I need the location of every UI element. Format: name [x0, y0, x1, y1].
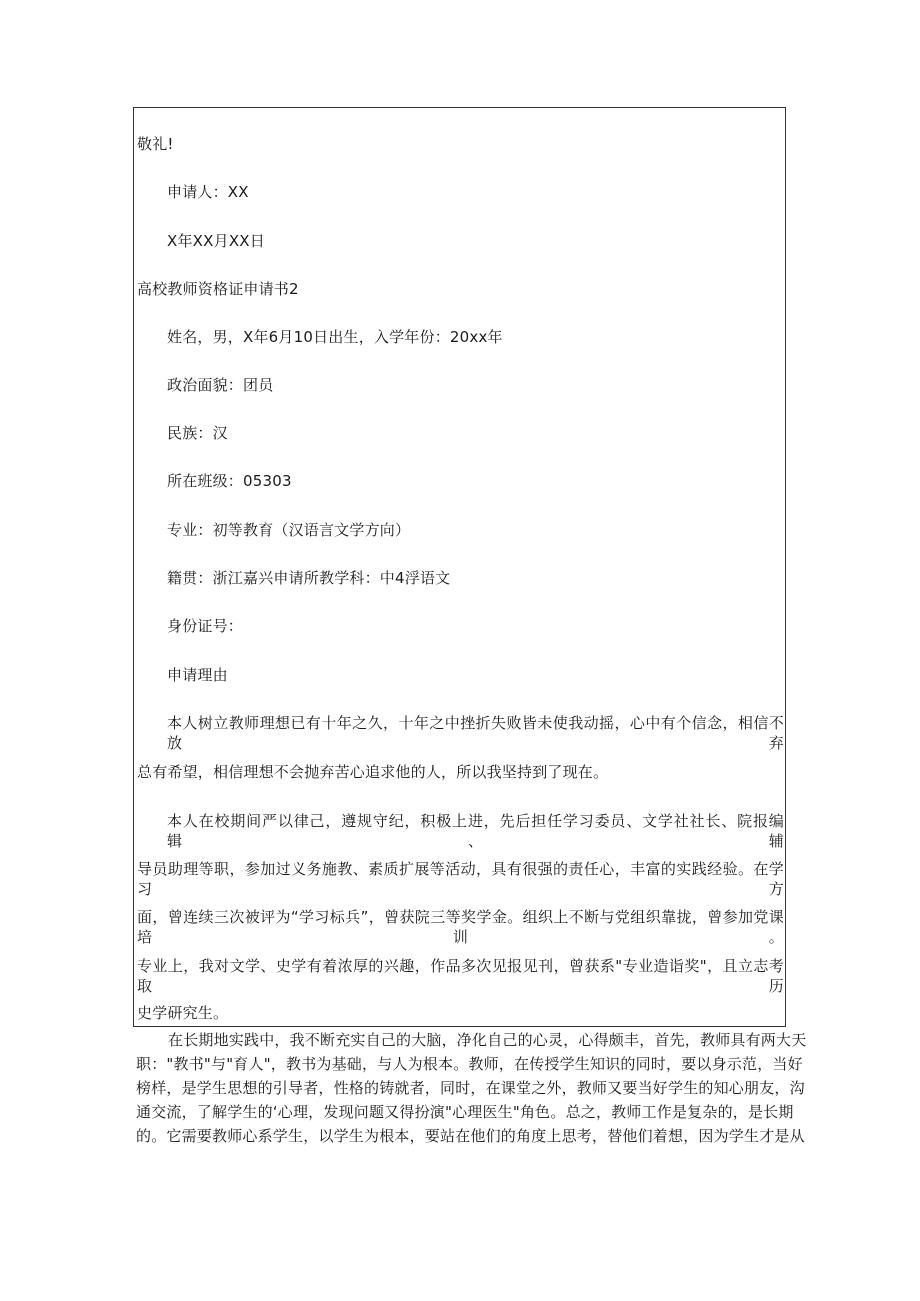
practice-line-2: 职："教书"与"育人"，教书为基础，与人为根本。教师，在传授学生知识的同时，要以身示范，当好: [136, 1055, 803, 1073]
reason-paragraph-1-line-1: 本人树立教师理想已有十年之久，十年之中挫折失败皆未使我动摇，心中有个信念，相信不放弃: [167, 714, 784, 752]
reason-paragraph-2-line-2: 导员助理等职，参加过义务施教、素质扩展等活动，具有很强的责任心，丰富的实践经验。在学习方: [137, 860, 784, 898]
name-line: 姓名，男，X年6月10日出生，入学年份：20xx年: [167, 328, 503, 346]
reason-paragraph-1-line-2: 总有希望，相信理想不会抛弃苦心追求他的人，所以我坚持到了现在。: [137, 763, 609, 781]
origin-subject-line: 籍贯：浙江嘉兴申请所教学科：中4浮语文: [167, 569, 451, 587]
class-line: 所在班级：05303: [167, 472, 292, 490]
political-status-line: 政治面貌：团员: [167, 376, 274, 394]
practice-line-1: 在长期地实践中，我不断充实自己的大脑，净化自己的心灵，心得颇丰，首先，教师具有两大天: [168, 1031, 807, 1049]
document-title: 高校教师资格证申请书2: [137, 280, 299, 298]
reason-paragraph-2-line-5: 史学研究生。: [137, 1004, 229, 1022]
reason-heading: 申请理由: [167, 666, 228, 684]
date-line: X年XX月XX日: [167, 232, 265, 250]
practice-line-4: 通交流，了解学生的‘心理，发现问题又得扮演"心理医生"角色。总之，教师工作是复杂的，是长期: [136, 1103, 794, 1121]
id-number-line: 身份证号：: [167, 617, 244, 635]
ethnicity-line: 民族：汉: [167, 424, 228, 442]
practice-line-5: 的。它需要教师心系学生，以学生为根本，要站在他们的角度上思考，替他们着想，因为学生才是从: [136, 1127, 805, 1145]
reason-paragraph-2-line-1: 本人在校期间严以律己，遵规守纪，积极上进，先后担任学习委员、文学社社长、院报编辑、辅: [167, 812, 784, 850]
applicant-line: 申请人：XX: [167, 183, 249, 201]
major-line: 专业：初等教育（汉语言文学方向）: [167, 521, 411, 539]
reason-paragraph-2-line-4: 专业上，我对文学、史学有着浓厚的兴趣，作品多次见报见刊，曾获系"专业造诣奖"，且立志考取历: [137, 957, 784, 995]
practice-line-3: 榜样，是学生思想的引导者，性格的铸就者，同时，在课堂之外，教师又要当好学生的知心朋友，沟: [136, 1079, 805, 1097]
reason-paragraph-2-line-3: 面，曾连续三次被评为“学习标兵”，曾获院三等奖学金。组织上不断与党组织靠拢，曾参加党课培训。: [137, 908, 784, 946]
application-form-box: [133, 107, 786, 1027]
closing-salutation: 敬礼!: [137, 135, 174, 153]
